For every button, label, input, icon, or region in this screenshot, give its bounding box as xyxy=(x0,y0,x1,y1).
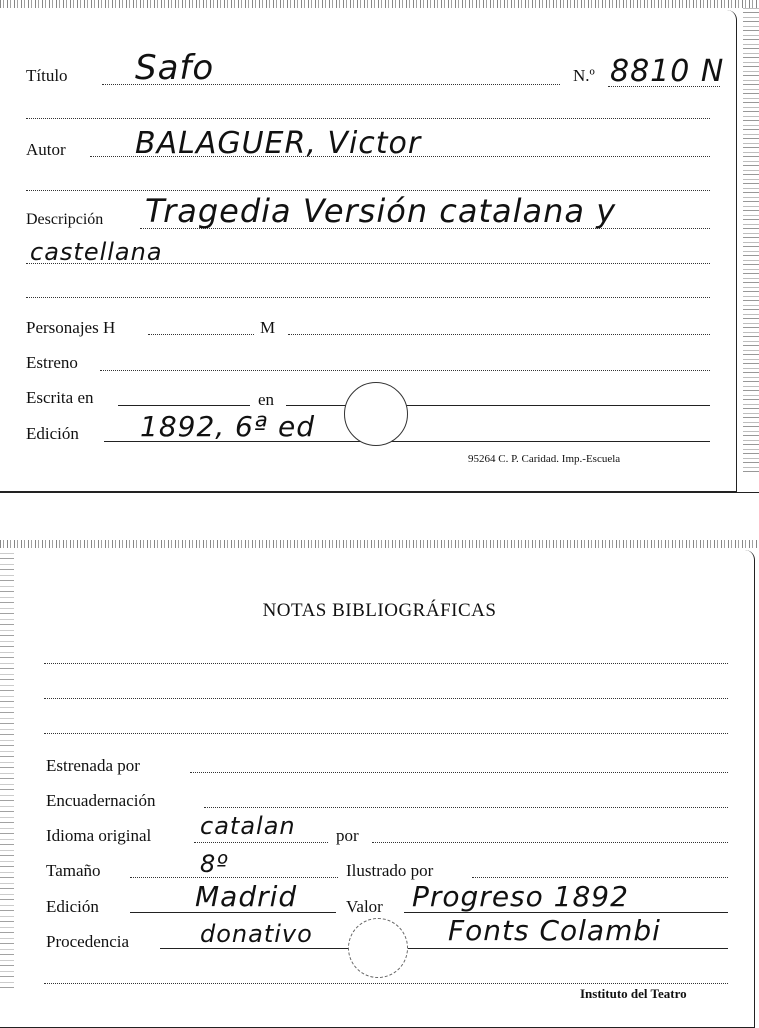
ilustrado-line xyxy=(472,877,728,878)
blank-line xyxy=(44,663,728,664)
titulo-label: Título xyxy=(26,66,68,85)
personajes-label: Personajes H xyxy=(26,318,116,337)
catalog-card-front xyxy=(0,0,759,492)
edicion-label: Edición xyxy=(26,424,79,443)
descripcion-value-1: Tragedia Versión catalana y xyxy=(145,192,617,230)
catalog-card-back xyxy=(0,540,759,1028)
notas-heading: NOTAS BIBLIOGRÁFICAS xyxy=(262,600,497,621)
edicion-value: 1892, 6ª ed xyxy=(140,410,315,443)
tamano-value: 8º xyxy=(200,850,229,878)
numero-label: N.º xyxy=(573,66,595,85)
descripcion-value-2: castellana xyxy=(30,238,163,266)
blank-line xyxy=(44,698,728,699)
tamano-label: Tamaño xyxy=(46,861,101,880)
idioma-label: Idioma original xyxy=(46,826,152,845)
escrita-line xyxy=(118,405,250,406)
blank-line xyxy=(26,190,710,191)
encuadernacion-line xyxy=(204,807,728,808)
valor-value: Progreso 1892 xyxy=(412,880,629,913)
idioma-value: catalan xyxy=(200,812,296,840)
escrita-en-label: en xyxy=(258,390,275,409)
idioma-por-line xyxy=(372,842,728,843)
punch-hole xyxy=(348,918,408,978)
personajes-m-line xyxy=(288,334,710,335)
card-separator xyxy=(0,492,759,493)
estreno-line xyxy=(100,370,710,371)
escrita-label: Escrita en xyxy=(26,388,94,407)
procedencia-line xyxy=(160,948,728,949)
descripcion-label: Descripción xyxy=(26,211,104,228)
numero-value: 8810 N xyxy=(610,54,725,89)
institution-label: Instituto del Teatro xyxy=(580,986,687,1001)
torn-edge-right xyxy=(743,8,759,472)
blank-line xyxy=(26,118,710,119)
punch-hole xyxy=(344,382,408,446)
valor-label: Valor xyxy=(346,897,383,916)
personajes-h-line xyxy=(148,334,254,335)
printer-note: 95264 C. P. Caridad. Imp.-Escuela xyxy=(468,453,621,465)
estrenada-label: Estrenada por xyxy=(46,756,140,775)
encuadernacion-label: Encuadernación xyxy=(46,791,156,810)
idioma-por-label: por xyxy=(336,826,359,845)
blank-line xyxy=(44,983,728,984)
autor-label: Autor xyxy=(26,140,66,159)
ilustrado-label: Ilustrado por xyxy=(346,861,434,880)
procedencia-extra: Fonts Colambi xyxy=(448,914,661,947)
idioma-line xyxy=(194,842,328,843)
torn-edge-top xyxy=(0,0,759,8)
procedencia-label: Procedencia xyxy=(46,932,130,951)
tamano-line xyxy=(130,877,338,878)
autor-value: BALAGUER, Victor xyxy=(135,126,422,161)
estreno-label: Estreno xyxy=(26,353,78,372)
blank-line xyxy=(26,297,710,298)
torn-edge-top xyxy=(0,540,759,548)
titulo-value: Safo xyxy=(135,48,215,88)
procedencia-value: donativo xyxy=(200,920,313,948)
edicion-value: Madrid xyxy=(195,880,298,913)
edicion-label: Edición xyxy=(46,897,99,916)
personajes-m-label: M xyxy=(260,318,276,337)
estrenada-line xyxy=(190,772,728,773)
blank-line xyxy=(44,733,728,734)
